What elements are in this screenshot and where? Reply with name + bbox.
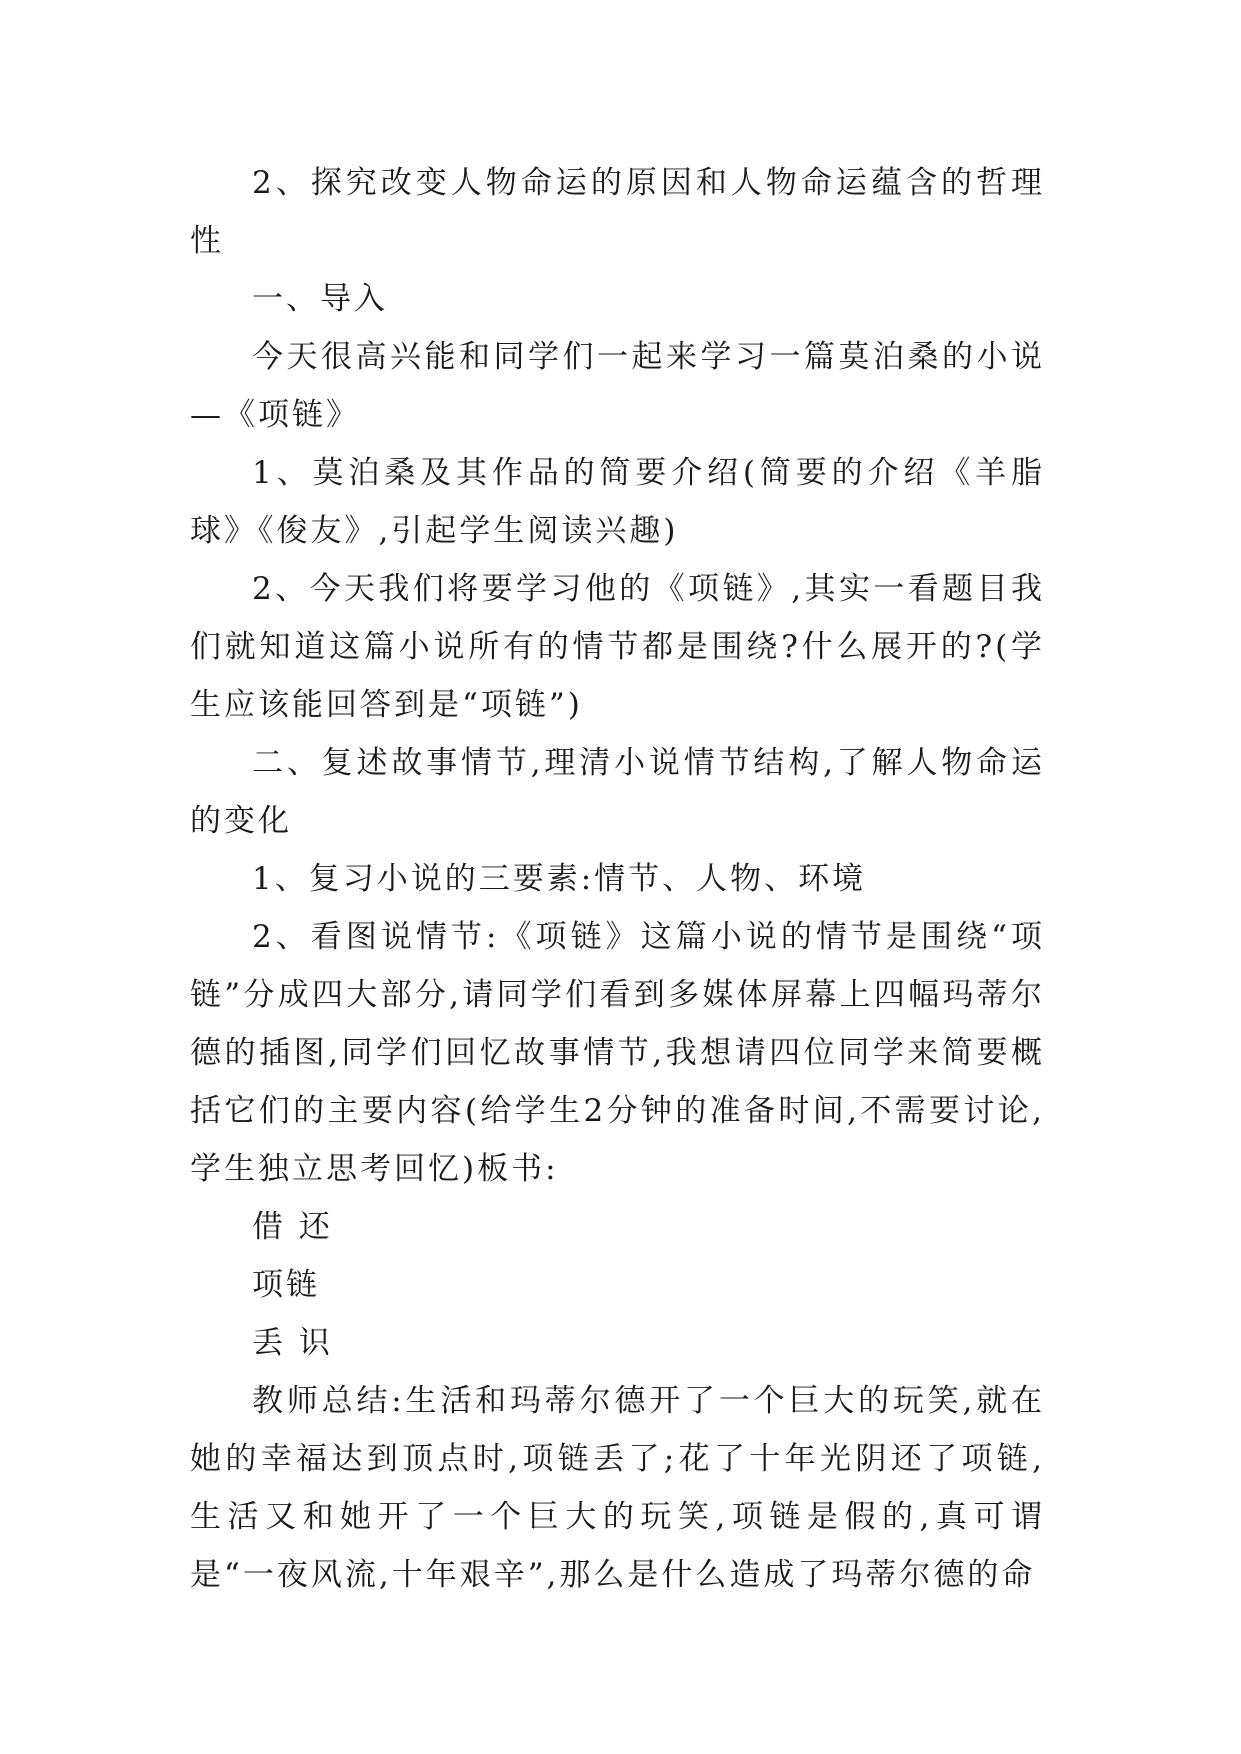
retell-step-1: 1、复习小说的三要素:情节、人物、环境	[252, 861, 867, 897]
intro-paragraph: 今天很高兴能和同学们一起来学习一篇莫泊桑的小说—《项链》	[190, 339, 1045, 433]
objective-2: 2、探究改变人物命运的原因和人物命运蕴含的哲理性	[190, 165, 1045, 259]
intro-step-1: 1、莫泊桑及其作品的简要介绍(简要的介绍《羊脂球》《俊友》,引起学生阅读兴趣)	[190, 455, 1045, 549]
retell-step-2: 2、看图说情节:《项链》这篇小说的情节是围绕“项链”分成四大部分,请同学们看到多媒体屏幕上四幅玛蒂尔德的插图,同学们回忆故事情节,我想请四位同学来简要概括它们的主要内容(给学生2分钟的准备时间,不需要讨论,学生独立思考回忆)板书:	[190, 919, 1045, 1187]
intro-step-2: 2、今天我们将要学习他的《项链》,其实一看题目我们就知道这篇小说所有的情节都是围绕?什么展开的?(学生应该能回答到是“项链”)	[190, 571, 1045, 723]
document-body	[190, 154, 1045, 1604]
section-heading-retell: 二、复述故事情节,理清小说情节结构,了解人物命运的变化	[190, 745, 1045, 839]
board-line-2: 项链	[252, 1267, 320, 1303]
section-heading-intro: 一、导入	[252, 281, 388, 317]
board-line-1: 借 还	[252, 1209, 333, 1245]
board-line-3: 丢 识	[252, 1325, 333, 1361]
teacher-summary: 教师总结:生活和玛蒂尔德开了一个巨大的玩笑,就在她的幸福达到顶点时,项链丢了;花了十年光阴还了项链,生活又和她开了一个巨大的玩笑,项链是假的,真可谓是“一夜风流,十年艰辛”,那么是什么造成了玛蒂尔德的命	[190, 1383, 1045, 1593]
